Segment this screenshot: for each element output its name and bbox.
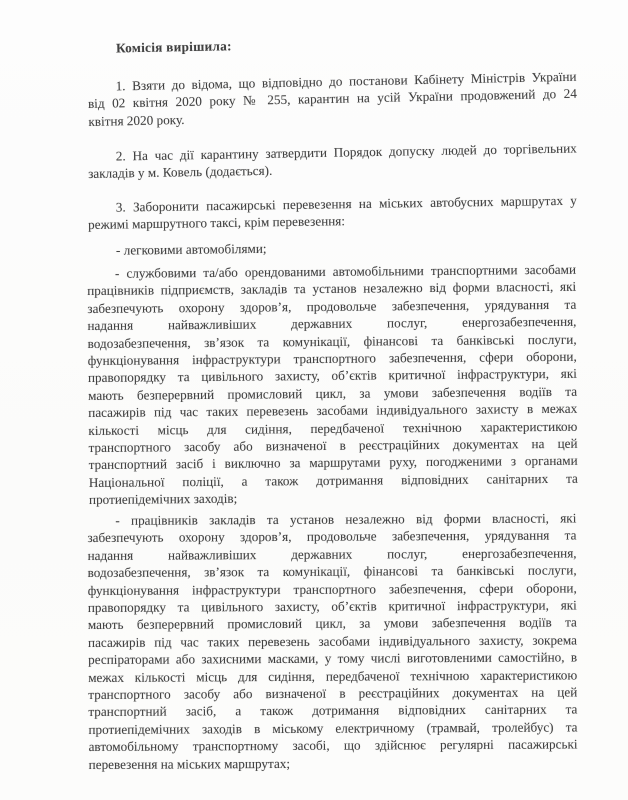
text-line: закладів у м. Ковель (додається). xyxy=(88,162,273,182)
text-line: - легковими автомобілями; xyxy=(115,241,267,258)
text-line: 2. На час дії карантину затвердити Порядок допуску людей до торгівельних xyxy=(115,140,577,164)
text-line: протиепідемічних заходів в міському електричному (трамвай, тролейбус) та xyxy=(88,719,578,738)
text-line: 3. Заборонити пасажирські перевезення на міських автобусних маршрутах у xyxy=(115,193,577,216)
text-line: пасажирів під час таких перевезень засобами індивідуального захисту в межах xyxy=(88,400,578,420)
text-line: забезпечують охорону здоров’я, продовольче забезпечення, урядування та xyxy=(87,296,577,316)
paragraph-transport-ban-intro xyxy=(88,192,577,234)
paragraph-quarantine-extension xyxy=(87,68,577,130)
list-item-passenger-cars xyxy=(88,236,577,259)
text-line: забезпечують охорону здоров’я, продовольче забезпечення, урядування та xyxy=(87,528,577,546)
text-line: Національної поліції, а також дотримання відповідних санітарних та xyxy=(88,470,578,490)
text-line: 1. Взяти до відома, що відповідно до постанови Кабінету Міністрів України xyxy=(115,69,577,94)
text-line: водозабезпечення, зв’язок та комунікації, фінансові та банківські послуги, xyxy=(87,331,577,351)
text-line: правопорядку та цивільного захисту, об’єктів критичної інфраструктури, які xyxy=(87,597,577,616)
paragraph-access-procedure xyxy=(88,139,578,182)
text-line: правопорядку та цивільного захисту, об’єктів критичної інфраструктури, які xyxy=(87,365,577,386)
text-line: транспортного засобу або визначеної в реєстраційних документах на цей xyxy=(88,435,578,455)
text-line: кількості місць для сидіння, передбаченої технічною характеристикою xyxy=(88,418,578,438)
list-item-institution-workers xyxy=(87,510,577,774)
list-item-official-vehicles xyxy=(87,260,578,508)
text-line: межах кількості місць для сидіння, передбаченої технічною характеристикою xyxy=(88,667,578,685)
text-line: транспортного засобу або визначеної в реєстраційних документах на цей xyxy=(88,684,578,703)
text-line: респіраторами або захисними масками, у тому числі виготовленими самостійно, в xyxy=(88,650,578,668)
text-line: пасажирів під час таких перевезень засобами індивідуального захисту, зокрема xyxy=(87,632,578,651)
text-line: функціонування інфраструктури транспортного забезпечення, сфери оборони, xyxy=(87,580,577,598)
text-line: - працівників закладів та установ незалежно від форми власності, які xyxy=(115,510,577,529)
document-heading: Комісія вирішила: xyxy=(115,38,232,56)
text-line: працівників підприємств, закладів та установ незалежно від форми власності, які xyxy=(87,278,577,299)
text-line: надання найважливіших державних послуг, енергозабезпечення, xyxy=(87,313,577,333)
text-line: перевезення на міських маршрутах; xyxy=(88,755,291,773)
document-text-area xyxy=(88,40,577,773)
text-line: мають безперервний промисловий цикл, за умови забезпечення водіїв та xyxy=(87,615,577,633)
text-line: транспортний засіб і виключно за маршрутами руху, погодженими з органами xyxy=(88,452,578,473)
text-line: режимі маршрутного таксі, крім перевезення: xyxy=(88,214,346,233)
text-line: надання найважливіших державних послуг, енергозабезпечення, xyxy=(87,545,577,564)
text-line: транспортний засіб, а також дотримання відповідних санітарних та xyxy=(88,702,578,720)
text-line: мають безперервний промисловий цикл, за умови забезпечення водіїв та xyxy=(88,383,578,403)
text-line: - службовими та/або орендованими автомобільними транспортними засобами xyxy=(114,261,577,281)
text-line: функціонування інфраструктури транспортного забезпечення, сфери оборони, xyxy=(87,348,577,368)
text-line: від 02 квітня 2020 року № 255, карантин на усій України продовжений до 24 xyxy=(87,86,578,112)
text-line: протиепідемічних заходів; xyxy=(88,490,238,507)
text-line: квітня 2020 року. xyxy=(88,112,185,130)
text-line: водозабезпечення, зв’язок та комунікації, фінансові та банківські послуги, xyxy=(87,563,577,581)
text-line: автомобільному транспортному засобі, що здійснює регулярні пасажирські xyxy=(88,737,578,755)
